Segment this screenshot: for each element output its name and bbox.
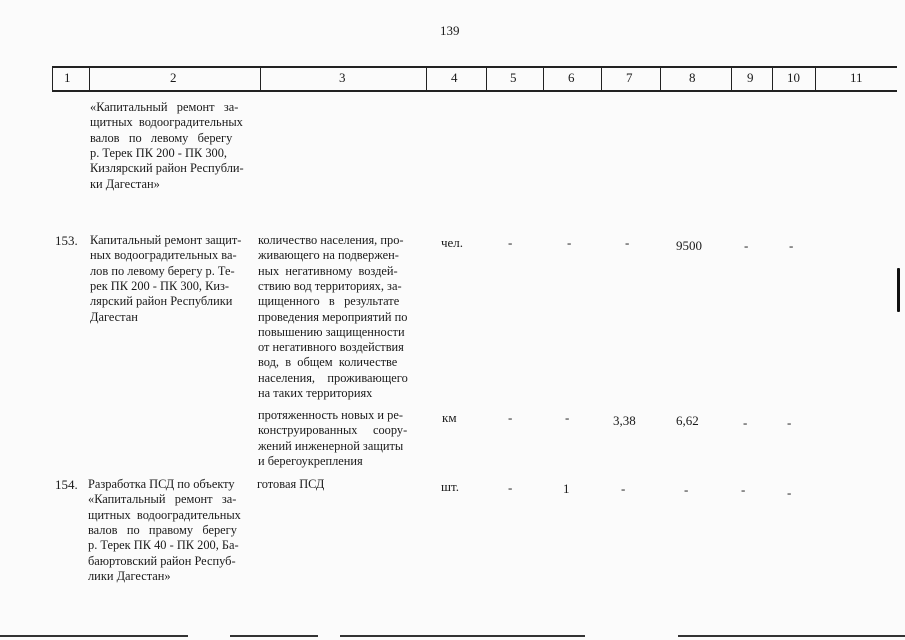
col-header-4: 4 <box>451 70 458 85</box>
row-name-line: р. Терек ПК 40 - ПК 200, Ба- <box>88 538 239 553</box>
value-cell-8: 6,62 <box>676 413 699 428</box>
row-name-line: лярский район Республики <box>90 294 233 309</box>
value-cell-8: - <box>684 482 689 497</box>
continued-row-name-line: ки Дагестан» <box>90 176 160 191</box>
row-name-line: валов по правому берегу <box>88 522 237 537</box>
header-divider <box>52 66 53 91</box>
header-bottom-border <box>52 90 897 92</box>
row-name-line: лов по левому берегу р. Те- <box>90 263 235 278</box>
indicator-line: вод, в общем количестве <box>258 355 398 370</box>
col-header-3: 3 <box>339 70 346 85</box>
row-name-line: «Капитальный ремонт за- <box>88 492 237 507</box>
value-cell-9: - <box>744 238 749 253</box>
value-cell-6: - <box>565 410 570 425</box>
continued-row-name-line: Кизлярский район Республи- <box>90 161 244 176</box>
page-bottom-edge <box>230 635 318 637</box>
header-divider <box>660 66 661 91</box>
continued-row-name-line: валов по левому берегу <box>90 130 233 145</box>
unit-cell: шт. <box>441 479 459 494</box>
indicator-line: проведения мероприятий по <box>258 309 408 324</box>
value-cell-7: - <box>625 235 630 250</box>
header-divider <box>260 66 261 91</box>
continued-row-name-line: щитных водооградительных <box>90 115 243 130</box>
continued-row-name-line: р. Терек ПК 200 - ПК 300, <box>90 145 228 160</box>
indicator-line: повышению защищенности <box>258 324 405 339</box>
indicator-line: жений инженерной защиты <box>258 438 404 453</box>
unit-cell: чел. <box>441 235 464 250</box>
value-cell-9: - <box>741 482 746 497</box>
row-name-line: Капитальный ремонт защит- <box>90 233 242 247</box>
header-divider <box>543 66 544 91</box>
page-bottom-edge <box>0 635 188 637</box>
value-cell-8: 9500 <box>676 238 702 253</box>
row-name-line: Разработка ПСД по объекту <box>88 477 235 491</box>
indicator-line: на таких территориях <box>258 386 373 400</box>
col-header-2: 2 <box>170 70 177 85</box>
col-header-1: 1 <box>64 70 71 85</box>
indicator-line: готовая ПСД <box>257 477 325 491</box>
header-divider <box>426 66 427 91</box>
col-header-10: 10 <box>787 70 800 85</box>
indicator-line: количество населения, про- <box>258 233 404 247</box>
value-cell-10: - <box>789 238 794 253</box>
indicator-line: живающего на подвержен- <box>258 248 399 263</box>
header-divider <box>486 66 487 91</box>
page-number: 139 <box>440 23 460 38</box>
unit-cell: км <box>442 410 457 425</box>
row-name-line: баюртовский район Респуб- <box>88 553 236 568</box>
row-number: 154. <box>55 477 78 492</box>
header-divider <box>731 66 732 91</box>
row-name-line: щитных водооградительных <box>88 507 241 522</box>
header-top-border <box>52 66 897 68</box>
col-header-8: 8 <box>689 70 696 85</box>
value-cell-7: 3,38 <box>613 413 636 428</box>
col-header-7: 7 <box>626 70 633 85</box>
indicator-line: щищенного в результате <box>258 294 400 309</box>
value-cell-9: - <box>743 415 748 430</box>
value-cell-10: - <box>787 485 792 500</box>
value-cell-5: - <box>508 480 513 495</box>
header-divider <box>601 66 602 91</box>
indicator-line: протяженность новых и ре- <box>258 408 403 422</box>
row-name-line: Дагестан <box>90 309 138 324</box>
row-number: 153. <box>55 233 78 248</box>
value-cell-6: 1 <box>563 481 570 496</box>
header-divider <box>89 66 90 91</box>
col-header-5: 5 <box>510 70 517 85</box>
indicator-line: ных негативному воздей- <box>258 263 398 278</box>
value-cell-5: - <box>508 235 513 250</box>
col-header-6: 6 <box>568 70 575 85</box>
continued-row-name-line: «Капитальный ремонт за- <box>90 100 239 114</box>
row-name-line: ных водооградительных ва- <box>90 248 237 263</box>
page-bottom-edge <box>340 635 585 637</box>
value-cell-7: - <box>621 481 626 496</box>
header-divider <box>772 66 773 91</box>
col-header-9: 9 <box>747 70 754 85</box>
row-name-line: рек ПК 200 - ПК 300, Киз- <box>90 278 230 293</box>
row-name-line: лики Дагестан» <box>88 568 171 583</box>
value-cell-5: - <box>508 410 513 425</box>
value-cell-6: - <box>567 235 572 250</box>
scan-edge-mark <box>897 268 900 312</box>
col-header-11: 11 <box>850 70 863 85</box>
indicator-line: от негативного воздействия <box>258 340 404 355</box>
indicator-line: ствию вод территориях, за- <box>258 278 402 293</box>
value-cell-10: - <box>787 415 792 430</box>
page-bottom-edge <box>678 635 905 637</box>
header-divider <box>815 66 816 91</box>
indicator-line: конструированных соору- <box>258 423 408 438</box>
indicator-line: и берегоукрепления <box>258 453 363 468</box>
indicator-line: населения, проживающего <box>258 370 408 385</box>
